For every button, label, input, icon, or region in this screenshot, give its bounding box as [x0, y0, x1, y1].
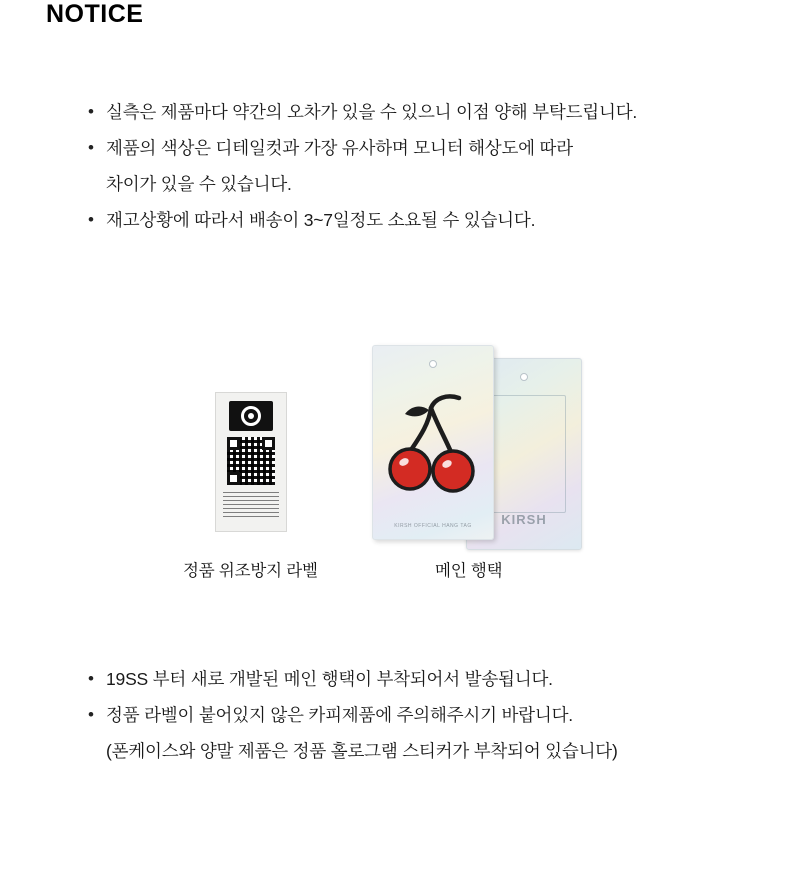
authenticity-label-image — [215, 392, 287, 532]
page-title: NOTICE — [46, 0, 144, 28]
hang-tag-front-image — [372, 345, 494, 540]
list-item — [88, 98, 748, 126]
hang-tag-hole-icon — [520, 373, 528, 381]
list-item-continuation: (폰케이스와 양말 제품은 정품 홀로그램 스티커가 부착되어 있습니다) — [106, 741, 618, 761]
list-item — [88, 701, 748, 729]
label-fine-print — [223, 491, 279, 517]
hang-tag-hole-icon — [429, 360, 437, 368]
list-item-text: 재고상황에 따라서 배송이 3~7일정도 소요될 수 있습니다. — [106, 210, 536, 230]
list-item — [88, 134, 748, 162]
hang-tag-brand-mark: KIRSH — [501, 512, 547, 527]
bullet-icon: • — [88, 669, 94, 688]
cherry-icon — [385, 390, 481, 498]
list-item-text: 19SS 부터 새로 개발된 메인 행택이 부착되어서 발송됩니다. — [106, 669, 553, 689]
list-item-continuation: 차이가 있을 수 있습니다. — [106, 174, 292, 194]
list-item — [88, 206, 748, 234]
bullet-icon: • — [88, 138, 94, 157]
bullet-icon: • — [88, 102, 94, 121]
hang-tag-fine-print: KIRSH OFFICIAL HANG TAG — [394, 523, 472, 529]
list-item — [88, 665, 748, 693]
bullet-icon: • — [88, 210, 94, 229]
caption-authenticity-label: 정품 위조방지 라벨 — [183, 562, 318, 580]
notice-top-list — [88, 98, 748, 242]
bullet-icon: • — [88, 705, 94, 724]
list-item-text: 실측은 제품마다 약간의 오차가 있을 수 있으니 이점 양해 부탁드립니다. — [106, 102, 638, 122]
qr-code-icon — [227, 437, 275, 485]
brand-logo-icon — [229, 401, 273, 431]
figure-group — [0, 330, 800, 590]
notice-bottom-list — [88, 665, 748, 773]
list-item-text: 정품 라벨이 붙어있지 않은 카피제품에 주의해주시기 바랍니다. — [106, 705, 573, 725]
list-item-text: 제품의 색상은 디테일컷과 가장 유사하며 모니터 해상도에 따라 — [106, 138, 573, 158]
hang-tag-inner-frame — [484, 395, 566, 513]
caption-hang-tag: 메인 행택 — [435, 562, 503, 580]
